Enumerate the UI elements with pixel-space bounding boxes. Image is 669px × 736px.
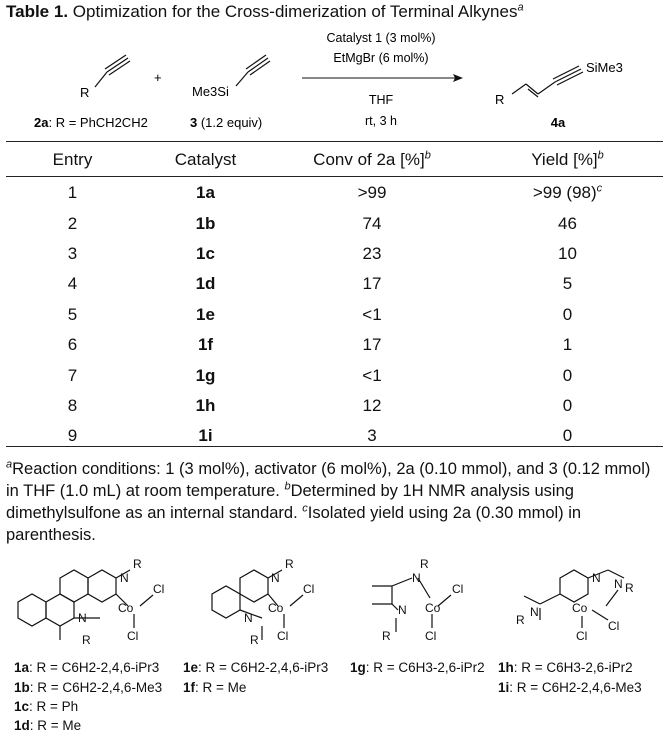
atom-n: N <box>78 611 87 625</box>
atom-co: Co <box>425 601 441 615</box>
atom-r: R <box>250 633 259 647</box>
table-row <box>6 360 663 390</box>
conversion-cell: 23 <box>362 243 382 263</box>
catalyst-cell: 1a <box>196 183 215 203</box>
table-row <box>6 208 663 238</box>
footnote-b-mark: b <box>284 480 291 493</box>
catalyst-id: 1g <box>350 660 366 675</box>
header-catalyst: Catalyst <box>174 149 237 169</box>
atom-co: Co <box>118 601 134 615</box>
condition-time: rt, 3 h <box>365 114 397 128</box>
catalyst-desc: : R = C6H3-2,6-iPr2 <box>365 660 485 675</box>
yield-cell: 5 <box>562 274 573 294</box>
catalyst-desc: : R = Ph <box>29 699 79 714</box>
atom-r: R <box>420 557 429 571</box>
table-row <box>6 391 663 421</box>
yield-cell <box>472 178 663 208</box>
atom-n: N <box>398 603 407 617</box>
entry-cell: 2 <box>67 213 78 233</box>
yield-cell: 0 <box>562 304 573 324</box>
r-atom: R <box>80 85 90 100</box>
atom-r: R <box>625 581 634 595</box>
entry-cell: 6 <box>67 335 78 355</box>
reactant1-label: 2a <box>34 115 49 130</box>
condition-solvent: THF <box>368 93 394 107</box>
yield-cell: 46 <box>558 213 577 233</box>
conversion-cell: >99 <box>357 183 387 203</box>
condition-activator: EtMgBr (6 mol%) <box>333 51 429 65</box>
table-row <box>6 178 663 208</box>
yield-cell: 1 <box>562 335 573 355</box>
table-row <box>6 300 663 330</box>
catalyst-label <box>498 680 642 695</box>
entry-cell: 5 <box>67 304 78 324</box>
atom-co: Co <box>572 601 588 615</box>
catalyst-cell: 1e <box>196 304 215 324</box>
product-r-atom: R <box>495 92 505 107</box>
atom-cl: Cl <box>153 582 165 596</box>
product-label: 4a <box>550 115 566 130</box>
footnote-c-mark: c <box>302 502 308 515</box>
atom-cl: Cl <box>277 629 289 643</box>
conversion-cell: 17 <box>362 274 382 294</box>
catalyst-label <box>14 680 162 695</box>
catalyst-label <box>183 660 328 675</box>
conversion-cell: 3 <box>367 426 377 446</box>
catalyst-id: 1a <box>14 660 30 675</box>
reaction-scheme <box>0 24 669 136</box>
atom-cl: Cl <box>608 619 620 633</box>
yield-cell: 0 <box>562 426 573 446</box>
catalyst-id: 1h <box>498 660 514 675</box>
catalyst-desc: : R = Me <box>195 680 247 695</box>
yield-cell: 0 <box>562 395 573 415</box>
catalyst-structures <box>0 548 669 658</box>
entry-cell: 4 <box>67 274 78 294</box>
yield-cell: 0 <box>562 365 573 385</box>
entry-cell: 8 <box>67 395 78 415</box>
table-footnotes <box>6 458 666 546</box>
title-footnote-mark: a <box>517 1 524 14</box>
header-conversion-text: Conv of 2a [%] <box>313 149 425 169</box>
conversion-cell: 12 <box>362 395 382 415</box>
atom-r: R <box>382 629 391 643</box>
catalyst-label <box>183 680 246 695</box>
atom-r: R <box>285 557 294 571</box>
entry-cell: 7 <box>67 365 78 385</box>
catalyst-desc: : R = C6H2-2,4,6-iPr3 <box>29 660 160 675</box>
reaction-arrow <box>302 74 463 82</box>
atom-n: N <box>120 571 129 585</box>
catalyst-cell: 1b <box>195 213 216 233</box>
yield-cell: 10 <box>558 243 577 263</box>
atom-r: R <box>82 633 91 647</box>
footnote-b: Determined by 1H NMR analysis using dimethylsulfone as an internal standard. <box>6 482 574 522</box>
atom-n: N <box>271 571 280 585</box>
catalyst-label <box>350 660 485 675</box>
reactant2-desc: (1.2 equiv) <box>197 115 263 130</box>
reactant2-label: 3 <box>190 115 198 130</box>
header-entry: Entry <box>52 149 93 169</box>
atom-n: N <box>592 571 601 585</box>
catalyst-desc: : R = C6H2-2,4,6-iPr3 <box>198 660 329 675</box>
conversion-cell: 74 <box>362 213 382 233</box>
atom-r: R <box>516 613 525 627</box>
table-row <box>6 239 663 269</box>
catalyst-cell: 1i <box>198 426 213 446</box>
product-4a-structure <box>512 66 583 97</box>
reactant1-desc: : R = PhCH2CH2 <box>48 115 148 130</box>
entry-cell: 3 <box>67 243 78 263</box>
atom-cl: Cl <box>127 629 139 643</box>
catalyst-cell: 1c <box>196 243 215 263</box>
catalyst-label <box>14 660 159 675</box>
table-title <box>6 2 524 22</box>
footnote-a-mark: a <box>6 458 13 471</box>
catalyst-label <box>498 660 633 675</box>
catalyst-cell: 1f <box>197 335 214 355</box>
table-title-text: Optimization for the Cross-dimerization of Terminal Alkynes <box>68 2 518 21</box>
catalyst-id: 1f <box>183 680 196 695</box>
simes3-group: SiMe3 <box>586 60 623 75</box>
reactant1-caption <box>34 115 148 130</box>
atom-cl: Cl <box>576 629 588 643</box>
catalyst-id: 1i <box>498 680 510 695</box>
atom-r: R <box>133 557 142 571</box>
conversion-cell: <1 <box>362 304 382 324</box>
alkyne-3-structure <box>236 55 270 86</box>
me3si-group: Me3Si <box>192 84 229 99</box>
table-row <box>6 421 663 451</box>
table-row <box>6 269 663 299</box>
header-conversion <box>272 141 472 178</box>
atom-n: N <box>244 611 253 625</box>
table-number: Table 1. <box>6 2 69 21</box>
catalyst-cell: 1g <box>195 365 216 385</box>
catalyst-id: 1d <box>14 718 30 733</box>
catalyst-desc: : R = C6H3-2,6-iPr2 <box>513 660 633 675</box>
catalyst-id: 1e <box>183 660 199 675</box>
header-yield <box>472 141 663 178</box>
condition-catalyst: Catalyst 1 (3 mol%) <box>326 31 436 45</box>
atom-cl: Cl <box>452 582 464 596</box>
atom-n: N <box>614 577 623 591</box>
atom-cl: Cl <box>425 629 437 643</box>
atom-cl: Cl <box>303 582 315 596</box>
catalyst-cell: 1h <box>195 395 216 415</box>
conversion-cell: 17 <box>362 335 382 355</box>
atom-n: N <box>530 605 539 619</box>
results-table <box>6 141 663 452</box>
catalyst-desc: : R = C6H2-2,4,6-Me3 <box>509 680 642 695</box>
catalyst-desc: : R = C6H2-2,4,6-Me3 <box>29 680 163 695</box>
catalyst-1e-1f-structure <box>212 570 303 640</box>
entry-cell: 9 <box>67 426 78 446</box>
table-header-row <box>6 141 663 178</box>
alkyne-2a-structure <box>95 55 130 87</box>
footnote-c: Isolated yield using 2a (0.30 mmol) in parenthesis. <box>6 504 582 544</box>
header-conversion-footnote: b <box>424 148 431 161</box>
table-row <box>6 330 663 360</box>
atom-co: Co <box>268 601 284 615</box>
yield-value: >99 (98) <box>532 183 597 203</box>
catalyst-cell: 1d <box>195 274 216 294</box>
header-yield-footnote: b <box>597 148 604 161</box>
catalyst-label <box>14 699 78 714</box>
catalyst-label <box>14 718 81 733</box>
plus-sign: + <box>154 70 162 85</box>
catalyst-id: 1c <box>14 699 30 714</box>
atom-n: N <box>412 571 421 585</box>
conversion-cell: <1 <box>362 365 382 385</box>
reactant2-caption <box>190 115 262 130</box>
yield-footnote-mark: c <box>596 182 603 195</box>
header-yield-text: Yield [%] <box>531 149 598 169</box>
catalyst-desc: : R = Me <box>29 718 82 733</box>
footnote-a: Reaction conditions: 1 (3 mol%), activator (6 mol%), 2a (0.10 mmol), and 3 (0.12 mmol) in THF (1.0 mL) at room temperature. <box>6 460 651 500</box>
catalyst-id: 1b <box>14 680 30 695</box>
entry-cell: 1 <box>67 183 78 203</box>
